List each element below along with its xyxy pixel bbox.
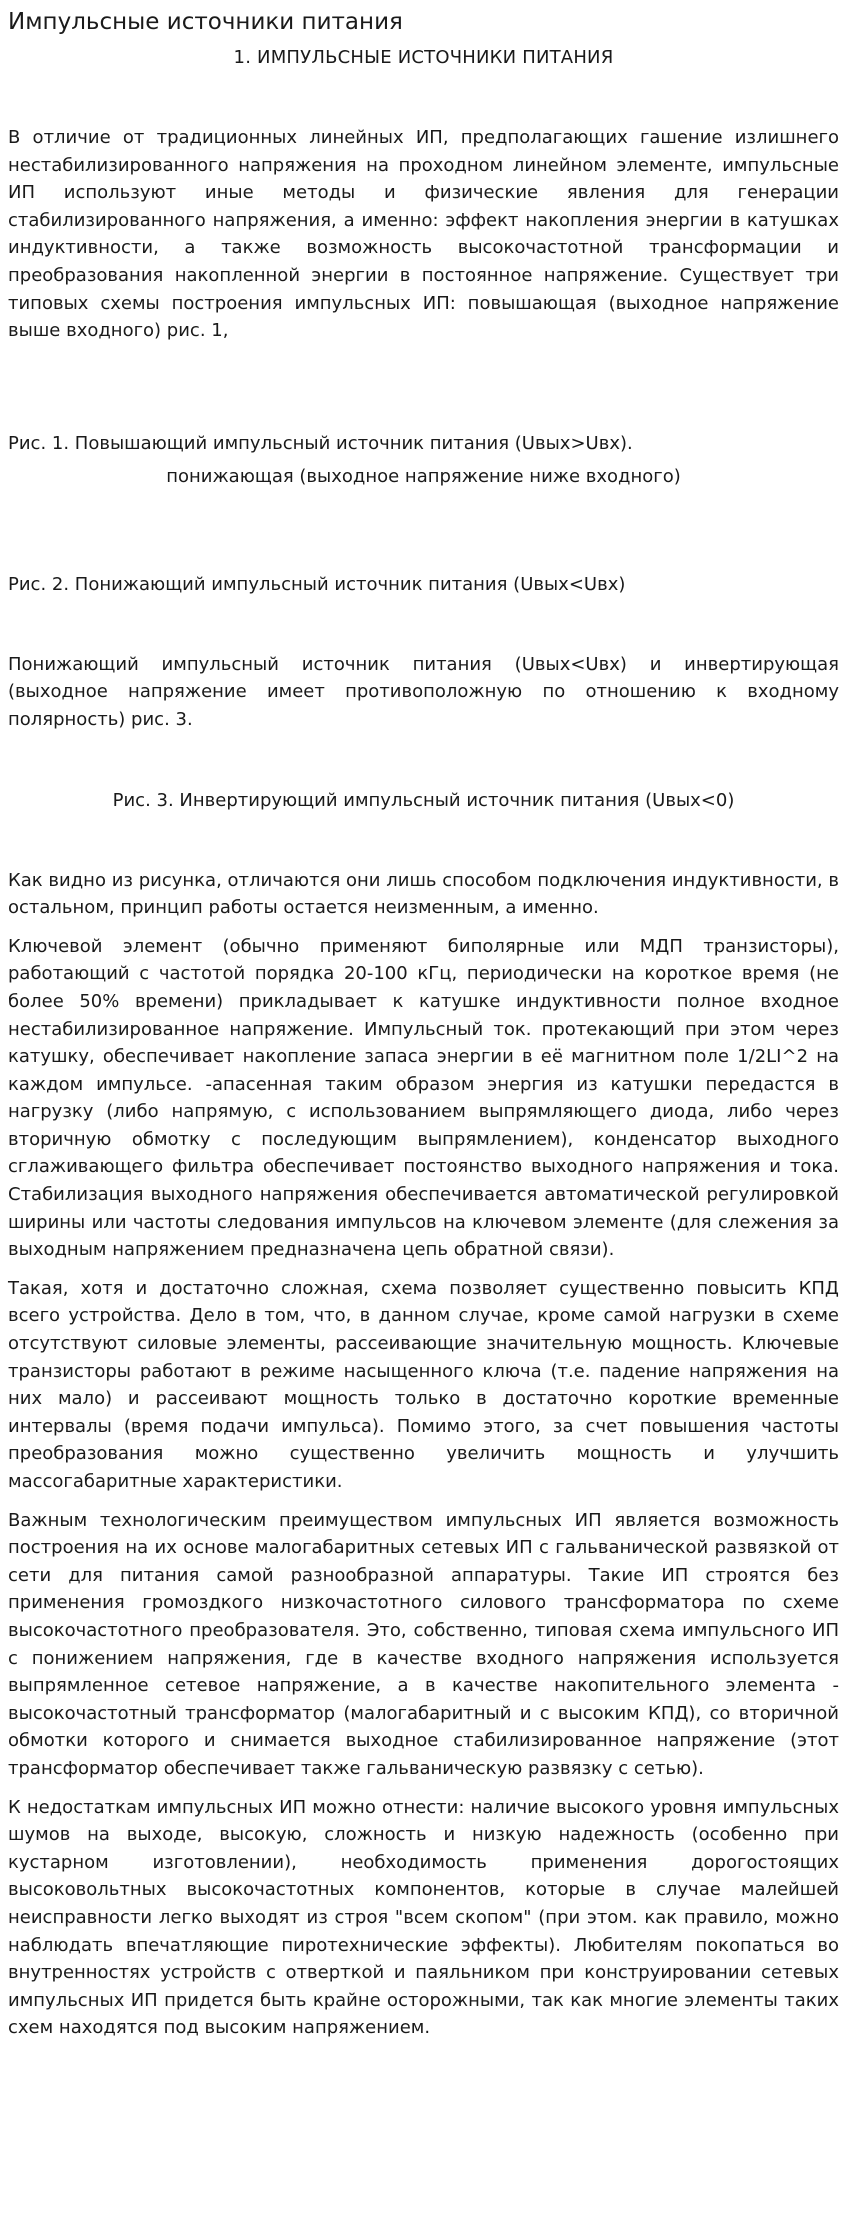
section-heading: 1. ИМПУЛЬСНЫЕ ИСТОЧНИКИ ПИТАНИЯ [233,47,614,68]
figure-3-caption: Рис. 3. Инвертирующий импульсный источник питания (Uвых<0) [112,789,735,811]
body-paragraph: Важным технологическим преимуществом импульсных ИП является возможность построения на их основе малогабаритных сетевых ИП с гальванической развязкой от сети для питания самой разнообразной аппаратуры. Такие ИП строятся без применения громоздкого низкочастотного силового трансформатора по схеме высокочастотного преобразователя. Это, собственно, типовая схема импульсного ИП с понижением напряжения, где в качестве входного напряжения используется выпрямленное сетевое напряжение, а в качестве накопительного элемента - высокочастотный трансформатор (малогабаритный и с высоким КПД), со вторичной обмотки которого и снимается выходное стабилизированное напряжение (этот трансформатор обеспечивает также гальваническую развязку с сетью). [8,1509,839,1779]
spacer [8,71,839,124]
figure-2-placeholder [8,490,839,571]
body-paragraph: Как видно из рисунка, отличаются они лишь способом подключения индуктивности, в остальном, принцип работы остается неизменным, а именно. [8,869,839,919]
document-title: Импульсные источники питания [8,9,403,35]
inverting-paragraph: Понижающий импульсный источник питания (Uвых<Uвх) и инвертирующая (выходное напряжение имеет противоположную по отношению к входному полярность) рис. 3. [8,653,839,730]
intro-paragraph: В отличие от традиционных линейных ИП, предполагающих гашение излишнего нестабилизированного напряжения на проходном линейном элементе, импульсные ИП используют иные методы и физические явления для генерации стабилизированного напряжения, а именно: эффект накопления энергии в катушках индуктивности, а также возможность высокочастотной трансформации и преобразования накопленной энергии в постоянное напряжение. Существует три типовых схемы построения импульсных ИП: повышающая (выходное напряжение выше входного) рис. 1, [8,127,839,342]
document-page [0,7,847,2236]
figure-1-placeholder [8,345,839,430]
step-down-label: понижающая (выходное напряжение ниже входного) [166,465,681,487]
spacer [8,598,839,651]
body-paragraph: Такая, хотя и достаточно сложная, схема позволяет существенно повысить КПД всего устройства. Дело в том, что, в данном случае, кроме самой нагрузки в схеме отсутствуют силовые элементы, рассеивающие значительную мощность. Ключевые транзисторы работают в режиме насыщенного ключа (т.е. падение напряжения на них мало) и рассеивают мощность только в достаточно короткие временные интервалы (время подачи импульса). Помимо этого, за счет повышения частоты преобразования можно существенно увеличить мощность и улучшить массогабаритные характеристики. [8,1277,839,1492]
figure-3-placeholder [8,734,839,787]
figure-1-caption: Рис. 1. Повышающий импульсный источник питания (Uвых>Uвх). [8,432,633,454]
figure-2-caption: Рис. 2. Понижающий импульсный источник питания (Uвых<Uвх) [8,573,626,595]
spacer [8,814,839,867]
body-paragraph: К недостаткам импульсных ИП можно отнести: наличие высокого уровня импульсных шумов на выходе, высокую, сложность и низкую надежность (особенно при кустарном изготовлении), необходимость применения дорогостоящих высоковольтных высокочастотных компонентов, которые в случае малейшей неисправности легко выходят из строя "всем скопом" (при этом. как правило, можно наблюдать впечатляющие пиротехнические эффекты). Любителям покопаться во внутренностях устройств с отверткой и паяльником при конструировании сетевых импульсных ИП придется быть крайне осторожными, так как многие элементы таких схем находятся под высоким напряжением. [8,1796,839,2039]
body-paragraph: Ключевой элемент (обычно применяют биполярные или МДП транзисторы), работающий с частотой порядка 20-100 кГц, периодически на короткое время (не более 50% времени) прикладывает к катушке индуктивности полное входное нестабилизированное напряжение. Импульсный ток. протекающий при этом через катушку, обеспечивает накопление запаса энергии в её магнитном поле 1/2LI^2 на каждом импульсе. -апасенная таким образом энергия из катушки передастся в нагрузку (либо напрямую, с использованием выпрямляющего диода, либо через вторичную обмотку с последующим выпрямлением), конденсатор выходного сглаживающего фильтра обеспечивает постоянство выходного напряжения и тока. Стабилизация выходного напряжения обеспечивается автоматической регулировкой ширины или частоты следования импульсов на ключевом элементе (для слежения за выходным напряжением предназначена цепь обратной связи). [8,935,839,1261]
